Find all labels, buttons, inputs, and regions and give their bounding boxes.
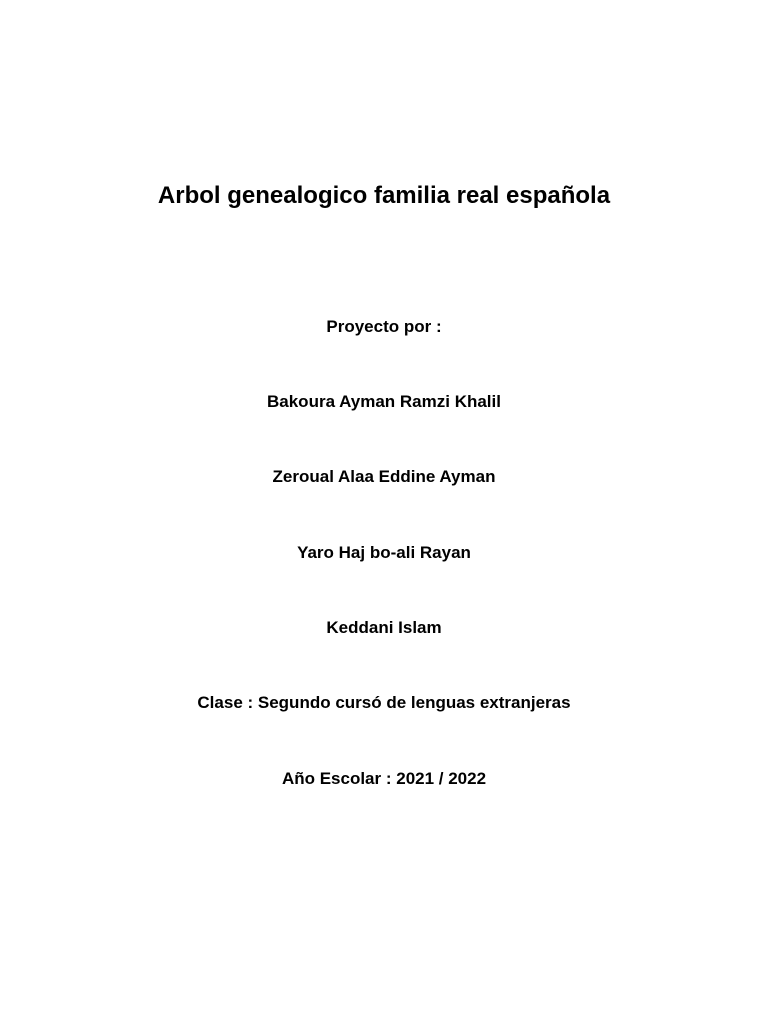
author-name: Zeroual Alaa Eddine Ayman [272,467,496,486]
project-by-label: Proyecto por : [326,317,442,336]
class-line: Clase : Segundo cursó de lenguas extranjeras [197,693,571,712]
author-name: Keddani Islam [326,618,442,637]
document-title: Arbol genealogico familia real española [157,182,611,209]
school-year-line: Año Escolar : 2021 / 2022 [281,769,487,788]
author-name: Yaro Haj bo-ali Rayan [297,543,471,562]
author-name: Bakoura Ayman Ramzi Khalil [267,392,501,411]
